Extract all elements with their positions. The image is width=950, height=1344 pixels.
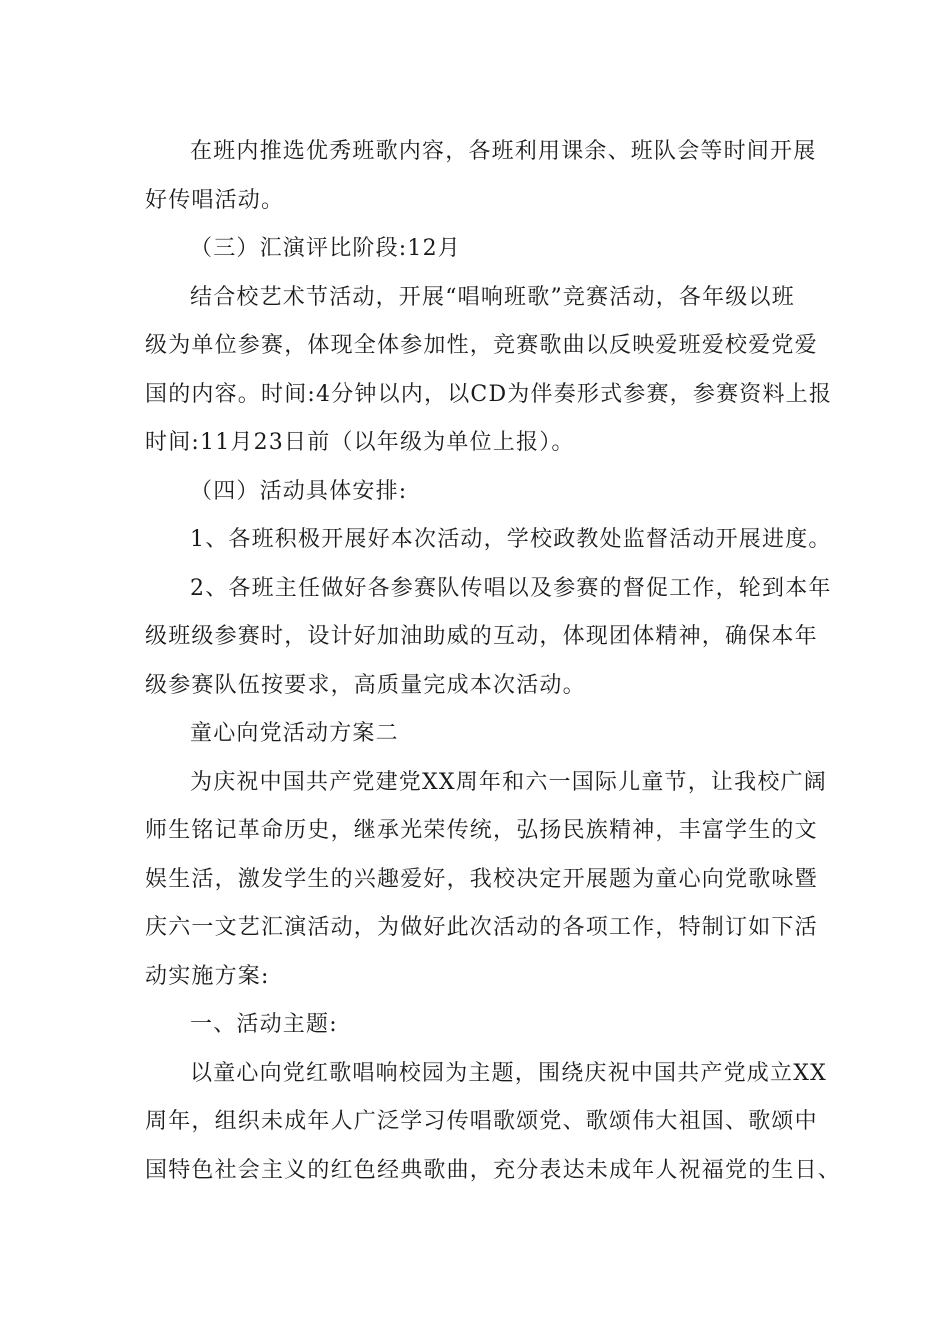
text-line: 级参赛队伍按要求，高质量完成本次活动。 [145,672,586,698]
text-line: 庆六一文艺汇演活动，为做好此次活动的各项工作，特制订如下活 [145,915,818,940]
text-line: 结合校艺术节活动，开展“唱响班歌”竞赛活动，各年级以班 [190,284,795,310]
text-line: 在班内推选优秀班歌内容，各班利用课余、班队会等时间开展 [190,139,817,164]
text-line: 级为单位参赛，体现全体参加性，竞赛歌曲以反映爱班爱校爱党爱 [145,333,818,358]
text-line: 动实施方案: [145,963,270,989]
list-item: 2、各班主任做好各参赛队传唱以及参赛的督促工作，轮到本年 [190,575,832,601]
text-line: 娱生活，激发学生的兴趣爱好，我校决定开展题为童心向党歌咏暨 [145,866,818,892]
text-line: 以童心向党红歌唱响校园为主题，围绕庆祝中国共产党成立XX [190,1060,827,1086]
document-body [145,128,842,1195]
section-heading: （三）汇演评比阶段:12月 [190,236,462,261]
text-line: 国的内容。时间:4分钟以内，以CD为伴奏形式参赛，参赛资料上报 [145,381,833,407]
document-title: 童心向党活动方案二 [190,721,399,746]
text-line: 国特色社会主义的红色经典歌曲，充分表达未成年人祝福党的生日、 [145,1157,842,1183]
section-heading: 一、活动主题: [190,1012,338,1037]
text-line: 周年，组织未成年人广泛学习传唱歌颂党、歌颂伟大祖国、歌颂中 [145,1109,818,1134]
text-line: 时间:11月23日前（以年级为单位上报）。 [145,430,575,455]
section-heading: （四）活动具体安排: [190,478,408,504]
text-line: 为庆祝中国共产党建党XX周年和六一国际儿童节，让我校广阔 [190,769,827,795]
text-line: 师生铭记革命历史，继承光荣传统，弘扬民族精神，丰富学生的文 [145,818,818,843]
text-line: 级班级参赛时，设计好加油助威的互动，体现团体精神，确保本年 [145,624,818,649]
list-item: 1、各班积极开展好本次活动，学校政教处监督活动开展进度。 [190,527,832,552]
text-line: 好传唱活动。 [145,187,285,213]
